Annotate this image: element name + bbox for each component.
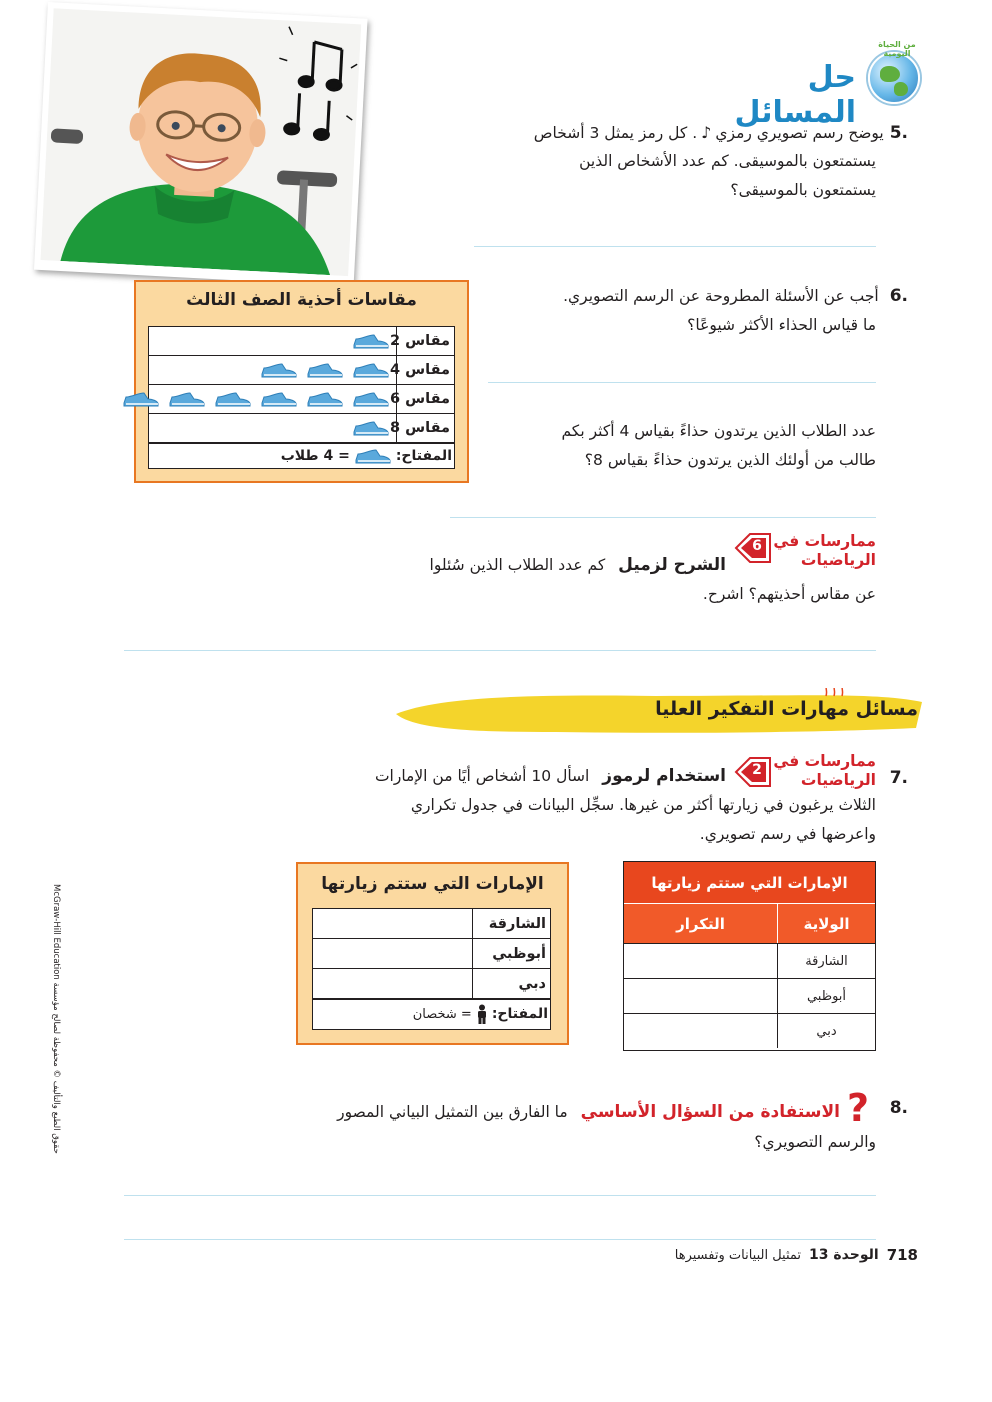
q5-number: .5	[889, 123, 908, 143]
unit-title: تمثيل البيانات وتفسيرها	[674, 1247, 802, 1263]
q5-line3: يستمتعون بالموسيقى؟	[730, 181, 876, 199]
shoe-row-6	[149, 385, 454, 414]
practice-line2: الرياضيات	[800, 771, 876, 789]
shoe-row-label: مقاس 2	[396, 327, 454, 355]
answer-line-explain[interactable]	[124, 650, 876, 651]
section-title: حل المسائل	[734, 60, 856, 130]
shoe-row-symbols	[149, 362, 396, 378]
frequency-table	[623, 861, 876, 1051]
answer-line-q5[interactable]	[474, 246, 876, 247]
emirates-row-label: الشارقة	[472, 909, 550, 938]
emirates-pictograph	[296, 862, 569, 1045]
q6-line1: أجب عن الأسئلة المطروحة عن الرسم التصويري.	[563, 287, 879, 305]
q6-number: .6	[889, 286, 908, 306]
shoe-icon	[352, 391, 390, 407]
answer-line-q6b[interactable]	[450, 517, 876, 518]
practice-line1: ممارسات في	[773, 532, 876, 550]
shoe-row-symbols	[122, 391, 396, 407]
q6-line3: عدد الطلاب الذين يرتدون حذاءً بقياس 4 أكثر بكم	[561, 422, 876, 440]
shoe-icon	[122, 391, 160, 407]
hots-banner-title: مسائل مهارات التفكير العليا	[655, 698, 918, 720]
answer-line-q6a[interactable]	[488, 382, 876, 383]
frequency-row-label: الشارقة	[777, 944, 875, 978]
practice-label	[760, 532, 876, 570]
frequency-col-count: التكرار	[676, 914, 725, 933]
frequency-answer-cell[interactable]	[624, 1014, 777, 1048]
practice-number-2: 2	[752, 762, 762, 778]
footer-rule	[124, 1239, 876, 1240]
answer-line-q8[interactable]	[124, 1195, 876, 1196]
question-6	[470, 282, 908, 311]
copyright-text: حقوق الطبع والتأليف © محفوظة لصالح مؤسسة McGraw-Hill Education	[51, 884, 61, 1154]
music-note-icon: ♪	[701, 123, 712, 142]
explain-bold: الشرح لزميل	[618, 555, 726, 575]
shoe-pictograph-table	[148, 326, 455, 469]
shoe-row-4	[149, 356, 454, 385]
shoe-icon	[352, 333, 390, 349]
emirates-row	[313, 909, 550, 939]
practice-number-6: 6	[752, 538, 762, 554]
shoe-row-symbols	[149, 333, 396, 349]
practice-line2: الرياضيات	[800, 551, 876, 569]
student-photo	[34, 2, 368, 286]
q5-line1-post: . كل رمز يمثل 3 أشخاص	[533, 124, 698, 142]
q5-line1-pre: يوضح رسم تصويري رمزي	[715, 124, 884, 142]
footer	[620, 1246, 918, 1264]
shoe-key-value: = 4 طلاب	[280, 448, 350, 464]
q7-line3: واعرضها في رسم تصويري.	[699, 825, 876, 843]
emirates-key-row	[313, 999, 550, 1028]
copyright-vertical	[52, 884, 70, 1184]
shoe-row-symbols	[149, 420, 396, 436]
q8-number: .8	[889, 1098, 908, 1118]
emirates-pictograph-title: الإمارات التي ستتم زيارتها	[321, 874, 544, 894]
q8-line1: ما الفارق بين التمثيل البياني المصور	[337, 1103, 568, 1121]
explain-line1: كم عدد الطلاب الذين سُئلوا	[429, 556, 606, 574]
emirates-row	[313, 939, 550, 969]
shoe-icon	[306, 362, 344, 378]
q8-line2: والرسم التصويري؟	[754, 1133, 876, 1151]
question-5	[430, 118, 908, 148]
practice-line1: ممارسات في	[773, 752, 876, 770]
shoe-row-label: مقاس 4	[396, 356, 454, 384]
boy-illustration	[40, 8, 361, 276]
shoe-key-row	[149, 443, 454, 468]
emirates-key-value: = شخصان	[412, 1006, 472, 1022]
frequency-row-label: أبوظبي	[777, 979, 875, 1013]
frequency-row-label: دبي	[777, 1014, 875, 1048]
q7-bold: استخدام لرموز	[602, 766, 726, 786]
globe-icon	[868, 52, 920, 104]
q7-number: .7	[889, 768, 908, 788]
shoe-row-2	[149, 327, 454, 356]
shoe-icon	[260, 391, 298, 407]
shoe-icon	[168, 391, 206, 407]
q7-line2: الثلاث يرغبون في زيارتها أكثر من غيرها. سجِّل البيانات في جدول تكراري	[410, 796, 876, 814]
unit-label: الوحدة 13	[809, 1247, 879, 1263]
frequency-table-title: الإمارات التي ستتم زيارتها	[624, 862, 875, 904]
question-mark-icon: ?	[846, 1086, 870, 1130]
shoe-key-label: المفتاح:	[395, 448, 452, 464]
practice-label-q7	[760, 752, 876, 790]
q6-line4: طالب من أولئك الذين يرتدون حذاءً بقياس 8؟	[584, 451, 876, 469]
q8-line1-wrap	[296, 1098, 840, 1127]
shoe-icon	[214, 391, 252, 407]
frequency-table-header-row	[624, 904, 875, 944]
person-icon	[476, 1004, 488, 1024]
shoe-pictograph-title: مقاسات أحذية الصف الثالث	[186, 290, 417, 310]
shoe-pictograph	[134, 280, 469, 483]
frequency-answer-cell[interactable]	[624, 979, 777, 1013]
emirates-row-label: دبي	[472, 969, 550, 998]
q7-line1-wrap	[300, 762, 726, 791]
shoe-icon	[306, 391, 344, 407]
shoe-icon	[352, 362, 390, 378]
frequency-answer-cell[interactable]	[624, 944, 777, 978]
shoe-icon	[354, 448, 392, 464]
shoe-row-label: مقاس 8	[396, 414, 454, 442]
explain-text	[360, 551, 726, 580]
shoe-row-8	[149, 414, 454, 443]
frequency-col-state: الولاية	[777, 904, 875, 943]
globe-caption: من الحياة اليومية	[878, 40, 916, 58]
emirates-row	[313, 969, 550, 999]
table-row	[624, 944, 875, 979]
q8-bold: الاستفادة من السؤال الأساسي	[580, 1102, 840, 1122]
page-number: 718	[886, 1246, 918, 1264]
shoe-row-label: مقاس 6	[396, 385, 454, 413]
q5-line2: يستمتعون بالموسيقى. كم عدد الأشخاص الذين	[579, 152, 876, 170]
q7-line1: اسأل 10 أشخاص أيًا من الإمارات	[374, 767, 590, 785]
emirates-key-label: المفتاح:	[491, 1006, 548, 1022]
q6-line2: ما قياس الحذاء الأكثر شيوعًا؟	[687, 316, 876, 334]
shoe-icon	[352, 420, 390, 436]
table-row	[624, 979, 875, 1014]
table-row	[624, 1014, 875, 1048]
shoe-icon	[260, 362, 298, 378]
emirates-pictograph-table	[312, 908, 551, 1030]
explain-line2: عن مقاس أحذيتهم؟ اشرح.	[702, 585, 876, 603]
emirates-row-label: أبوظبي	[472, 939, 550, 968]
